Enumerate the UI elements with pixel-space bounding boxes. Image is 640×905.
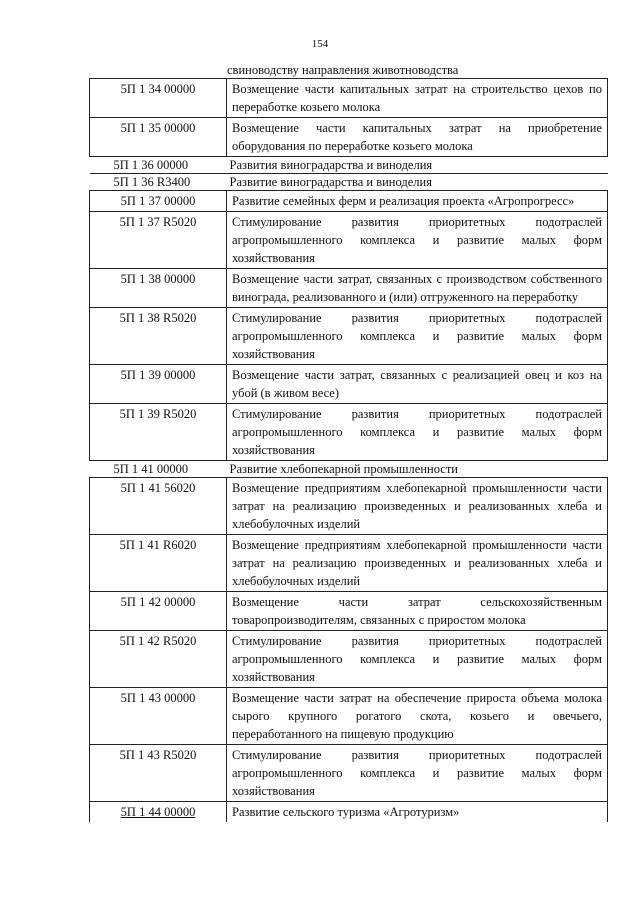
row-code: 5П 1 41 56020	[90, 478, 227, 535]
page-number: 154	[311, 38, 329, 50]
row-description: Стимулирование развития приоритетных подотраслей агропромышленного комплекса и развитие малых форм хозяйствования	[227, 212, 608, 269]
row-code: 5П 1 41 R6020	[90, 535, 227, 592]
row-description: Развитие хлебопекарной промышленности	[227, 461, 608, 478]
table-row	[90, 118, 608, 157]
table-row	[90, 79, 608, 118]
table-row	[90, 592, 608, 631]
row-description: Стимулирование развития приоритетных подотраслей агропромышленного комплекса и развитие малых форм хозяйствования	[227, 745, 608, 802]
row-code: 5П 1 41 00000	[90, 461, 227, 478]
table-row	[90, 191, 608, 212]
table-row	[90, 478, 608, 535]
row-code: 5П 1 37 R5020	[90, 212, 227, 269]
table-row	[90, 535, 608, 592]
row-code: 5П 1 44 00000	[90, 802, 227, 823]
row-code: 5П 1 42 R5020	[90, 631, 227, 688]
table-row	[90, 404, 608, 461]
row-description: Стимулирование развития приоритетных подотраслей агропромышленного комплекса и развитие малых форм хозяйствования	[227, 404, 608, 461]
table-row	[90, 461, 608, 478]
table-row	[90, 269, 608, 308]
table-row	[90, 802, 608, 823]
row-code: 5П 1 36 00000	[90, 157, 227, 174]
row-description: Возмещение части затрат на обеспечение прироста объема молока сырого крупного рогатого скота, козьего и овечьего, переработанного на пищевую продукцию	[227, 688, 608, 745]
continuation-text: свиноводству направления животноводства	[227, 63, 459, 77]
table-row	[90, 688, 608, 745]
table-row	[90, 157, 608, 174]
row-code: 5П 1 39 R5020	[90, 404, 227, 461]
row-code: 5П 1 34 00000	[90, 79, 227, 118]
budget-classification-table	[89, 78, 608, 822]
row-description: Возмещение части затрат, связанных с производством собственного винограда, реализованного и (или) отгруженного на переработку	[227, 269, 608, 308]
row-code: 5П 1 42 00000	[90, 592, 227, 631]
row-description: Развитие семейных ферм и реализация проекта «Агропрогресс»	[227, 191, 608, 212]
row-code: 5П 1 43 R5020	[90, 745, 227, 802]
row-description: Развитие сельского туризма «Агротуризм»	[227, 802, 608, 823]
row-description: Стимулирование развития приоритетных подотраслей агропромышленного комплекса и развитие малых форм хозяйствования	[227, 631, 608, 688]
table-row	[90, 212, 608, 269]
row-description: Возмещение части затрат сельскохозяйственным товаропроизводителям, связанных с приростом молока	[227, 592, 608, 631]
table-row	[90, 174, 608, 191]
table-row	[90, 365, 608, 404]
row-code: 5П 1 38 00000	[90, 269, 227, 308]
row-description: Развития виноградарства и виноделия	[227, 157, 608, 174]
row-code: 5П 1 43 00000	[90, 688, 227, 745]
row-code: 5П 1 35 00000	[90, 118, 227, 157]
row-description: Развитие виноградарства и виноделия	[227, 174, 608, 191]
row-code: 5П 1 39 00000	[90, 365, 227, 404]
table-row	[90, 745, 608, 802]
row-description: Возмещение части капитальных затрат на строительство цехов по переработке козьего молока	[227, 79, 608, 118]
table-row	[90, 631, 608, 688]
row-description: Возмещение предприятиям хлебопекарной промышленности части затрат на реализацию произведенных и реализованных хлеба и хлебобулочных изделий	[227, 478, 608, 535]
row-code: 5П 1 37 00000	[90, 191, 227, 212]
table-row	[90, 308, 608, 365]
row-description: Возмещение части затрат, связанных с реализацией овец и коз на убой (в живом весе)	[227, 365, 608, 404]
row-description: Стимулирование развития приоритетных подотраслей агропромышленного комплекса и развитие малых форм хозяйствования	[227, 308, 608, 365]
row-code: 5П 1 38 R5020	[90, 308, 227, 365]
row-code: 5П 1 36 R3400	[90, 174, 227, 191]
row-description: Возмещение предприятиям хлебопекарной промышленности части затрат на реализацию произведенных и реализованных хлеба и хлебобулочных изделий	[227, 535, 608, 592]
row-description: Возмещение части капитальных затрат на приобретение оборудования по переработке козьего молока	[227, 118, 608, 157]
